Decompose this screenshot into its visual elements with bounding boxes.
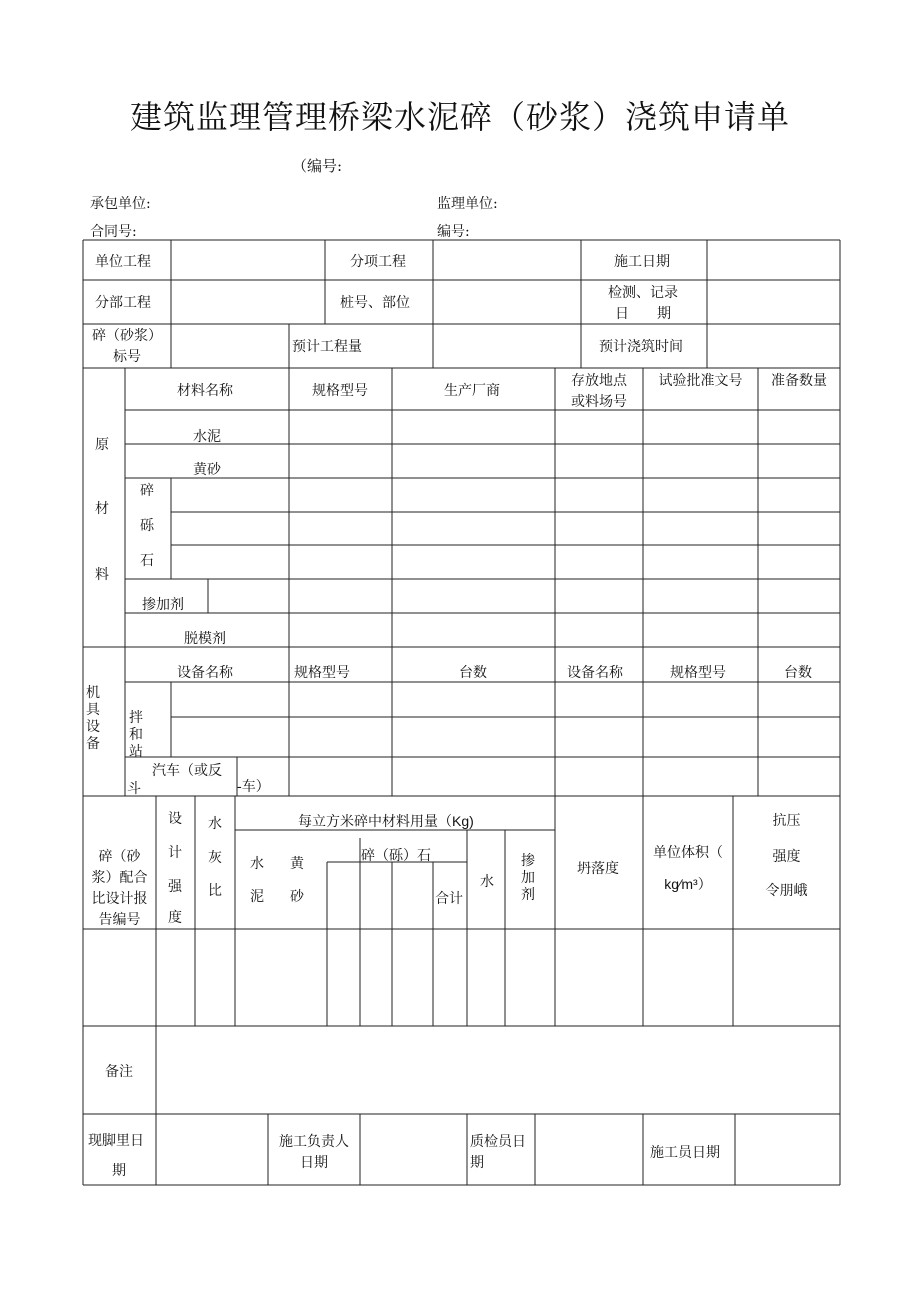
spec-header: 规格型号 [312,383,368,399]
mix-sand-label-2: 砂 [290,889,304,905]
leader-date-label: 施工负责人 [279,1134,349,1150]
cement-label: 水泥 [193,429,221,445]
material-name-header: 材料名称 [177,383,233,399]
wc-ratio-label-1: 水 [208,816,222,832]
equip-name-header: 设备名称 [177,665,233,681]
gravel-label-2: 砾 [140,518,154,534]
gravel-label-1: 碎 [140,483,154,499]
mix-water-label: 水 [480,874,494,890]
manufacturer-header: 生产厂商 [444,383,500,399]
contract-no-label: 合同号: [90,224,137,240]
qc-date-label-2: 期 [470,1155,484,1171]
unit-volume-label: 单位体积（ [653,845,723,861]
truck-label: 汽车（或反 [152,763,222,779]
mix-total-label: 合计 [435,891,463,907]
mix-admixture-label-1: 掺 [521,853,535,869]
design-strength-label-1: 设 [168,811,182,827]
grade-label: 碎（砂浆） [92,328,162,344]
division-label: 分部工程 [95,295,151,311]
grade-label-2: 标号 [113,349,141,365]
est-quantity-label: 预计工程量 [292,339,362,355]
gravel-label-3: 石 [140,553,154,569]
serial-no-label: 编号: [437,224,470,240]
quantity-header: 准备数量 [771,373,827,389]
number-label: （编号: [292,157,343,175]
mixing-station-label-3: 站 [129,744,143,760]
remarks-label: 备注 [105,1064,133,1080]
materials-section-label-2: 材 [95,501,109,517]
sand-label: 黄砂 [193,462,221,478]
mix-cement-label-1: 水 [250,856,264,872]
equip-count-header: 台数 [459,665,487,681]
equip-name-header-2: 设备名称 [567,665,623,681]
mix-gravel-label: 碎（砾）石 [361,848,431,864]
unit-project-label: 单位工程 [95,254,151,270]
leader-date-label-2: 日期 [300,1155,328,1171]
mix-admixture-label-2: 加 [521,870,535,886]
equip-spec-header-2: 规格型号 [670,665,726,681]
materials-section-label-3: 料 [95,567,109,583]
design-strength-label-2: 计 [168,845,182,861]
pile-location-label: 桩号、部位 [340,295,410,311]
wc-ratio-label-3: 比 [208,883,222,899]
equipment-section-label-4: 备 [86,736,100,752]
unit-volume-label-2: kg∕m³） [664,876,712,892]
approval-no-header: 试验批准文号 [658,373,743,389]
page-title: 建筑监理管理桥梁水泥碎（砂浆）浇筑申请单 [129,98,790,136]
construction-date-label: 施工日期 [614,254,670,270]
design-strength-label-3: 强 [168,879,182,895]
admixture-label: 掺加剂 [142,597,184,613]
truck-label-3: -车） [237,779,270,795]
storage-header: 存放地点 [571,373,627,389]
usage-header: 每立方米碎中材料用量（Kg) [298,813,474,829]
mix-sand-label-1: 黄 [290,856,304,872]
mix-report-label-3: 比设计报 [91,891,148,907]
equip-spec-header: 规格型号 [294,665,350,681]
inspect-date-label-2: 日 期 [615,306,671,322]
supervisor-label: 监理单位: [437,196,498,212]
mixing-station-label-2: 和 [129,727,143,743]
worker-date-label: 施工员日期 [650,1145,720,1161]
est-pour-time-label: 预计浇筑时间 [599,339,683,355]
contractor-label: 承包单位: [90,196,151,212]
site-date-label: 现脚里日 [88,1133,144,1149]
design-strength-label-4: 度 [168,910,182,926]
equipment-section-label-1: 机 [86,685,100,701]
inspect-date-label: 检测、记录 [608,285,678,301]
release-agent-label: 脱模剂 [184,631,226,647]
sub-item-label: 分项工程 [350,254,406,270]
wc-ratio-label-2: 灰 [208,850,222,866]
equip-count-header-2: 台数 [784,665,812,681]
truck-label-2: 斗 [127,781,141,797]
site-date-label-2: 期 [112,1163,126,1179]
mix-report-label-1: 碎（砂 [98,849,141,865]
compressive-label-3: 令朋峨 [765,883,808,899]
compressive-label-2: 强度 [772,849,801,865]
storage-header-2: 或料场号 [571,394,627,410]
mixing-station-label-1: 拌 [129,710,143,726]
mix-admixture-label-3: 剂 [521,887,535,903]
qc-date-label: 质检员日 [470,1134,526,1150]
slump-label: 坍落度 [577,861,619,877]
mix-report-label-4: 告编号 [98,912,141,928]
materials-section-label-1: 原 [95,437,109,453]
compressive-label-1: 抗压 [772,813,801,829]
mix-cement-label-2: 泥 [250,889,264,905]
mix-report-label-2: 浆）配合 [91,870,148,886]
equipment-section-label-3: 设 [86,719,100,735]
equipment-section-label-2: 具 [86,702,100,718]
